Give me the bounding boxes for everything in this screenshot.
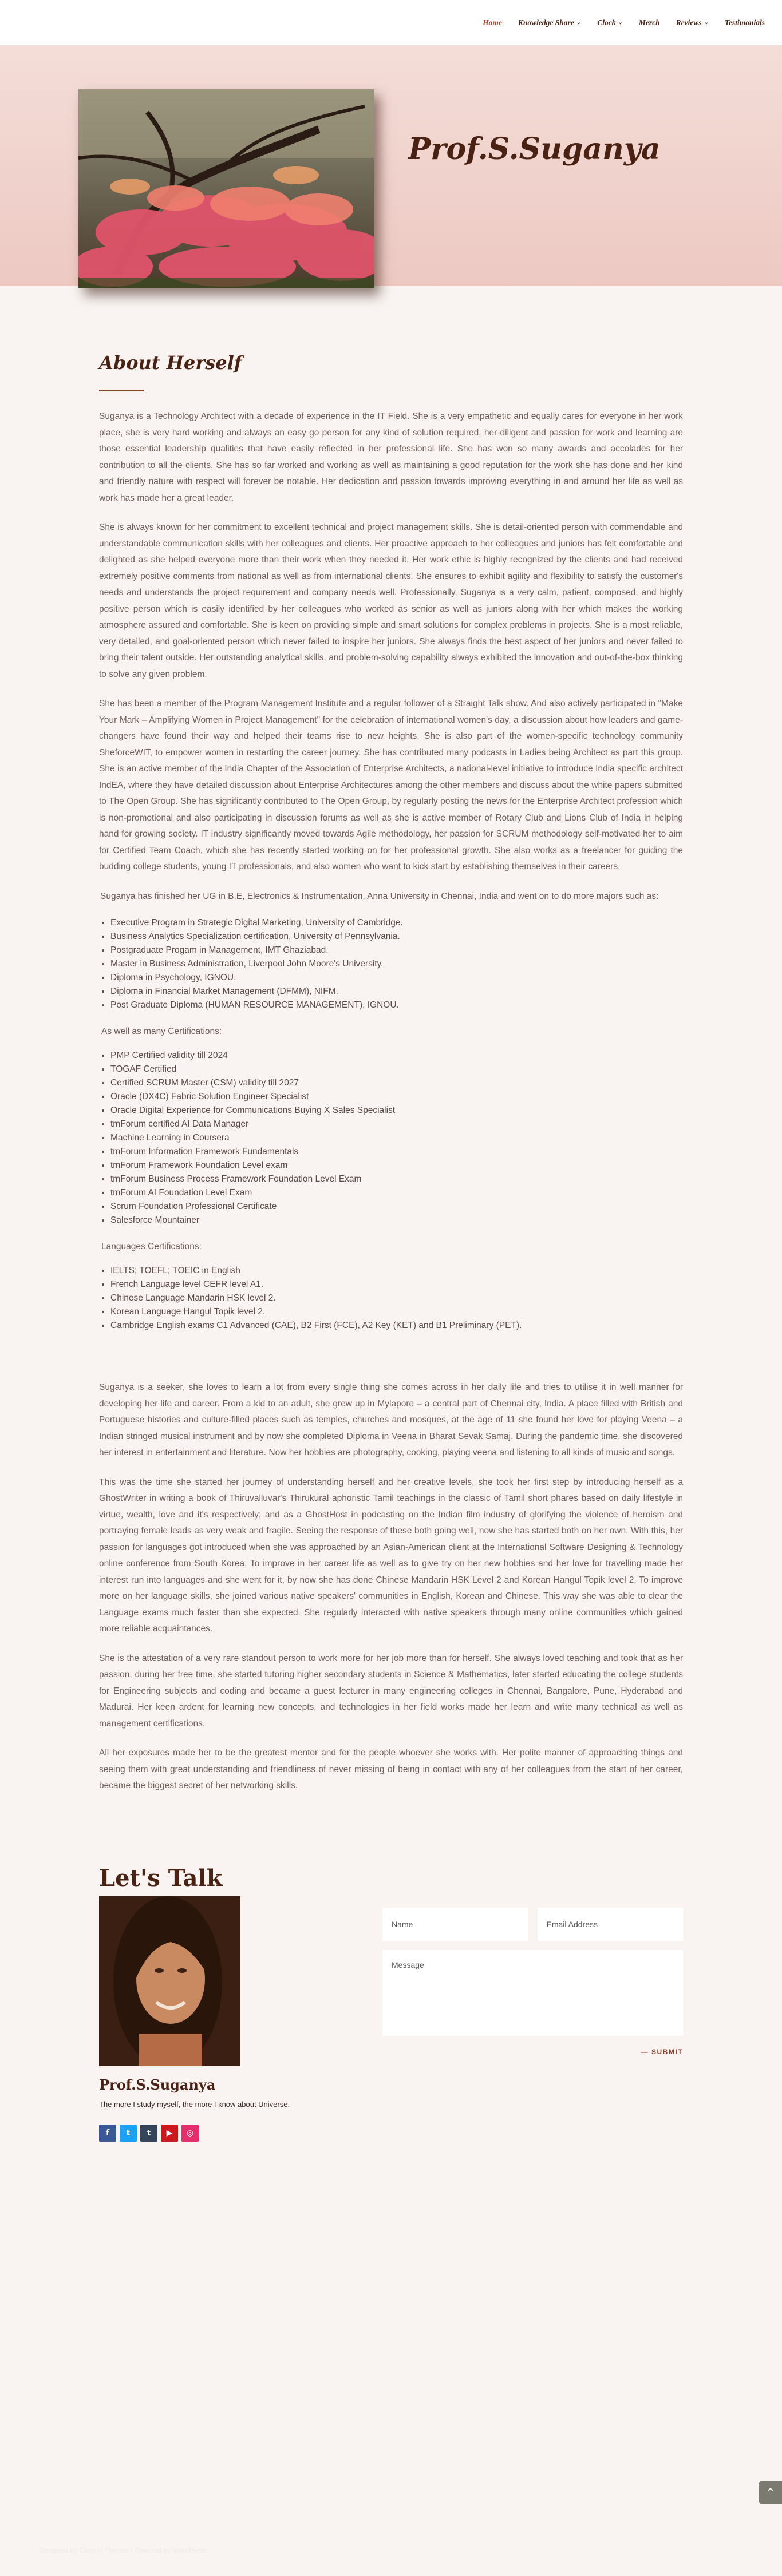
- list-item: • French Language level CEFR level A1.: [110, 1278, 683, 1291]
- list-item: • Oracle Digital Experience for Communications Buying X Sales Specialist: [110, 1104, 683, 1117]
- list-item: • Master in Business Administration, Liverpool John Moore's University.: [110, 957, 683, 971]
- contact-form: [382, 1865, 683, 2142]
- about-paragraph: All her exposures made her to be the greatest mentor and for the people whoever she works with. Her polite manner of approaching things and seeing them with great understanding and friendliness of never missing of being in contact with any of her colleagues from the start of her career, became the biggest secret of her networking skills.: [99, 1748, 683, 1790]
- list-item: • IELTS; TOEFL; TOEIC in English: [110, 1264, 683, 1278]
- about-paragraph: She has been a member of the Program Management Institute and a regular follower of a Straight Talk show. And also actively participated in "Make Your Mark – Amplifying Women in Project Management" for the celebration of international women's day, a discussion about how leaders and game-changers have found their way and helped their teams rise to new heights. She is also part of the women-specific technology community SheforceWIT, to empower women in restarting the career journey. She has contributed many podcasts in Ladies being Architect as part this group. She is an active member of the India Chapter of the Association of Enterprise Architects, a national-level initiative to introduce India specific architect IndEA, where they have detailed discussion about Enterprise Architectures among the other members and discuss about the white papers submitted to The Open Group. She has significantly contributed to The Open Group, by regularly posting the news for the Enterprise Architect profession which is non-promotional and also participating in discussion forums as well as she is active member of Rotary Club and Lions Club of India in helping hand for growing society. IT industry significantly moved towards Agile methodology, her passion for SCRUM methodology self-motivated her to aim for Certified Team Coach, which she has recently started working on for her professional growth. She also works as a freelancer for guiding the budding college students, young IT professionals, and also women who want to kick start by establishing themselves in their careers.: [99, 699, 683, 871]
- chevron-down-icon: ⌄: [576, 19, 582, 26]
- list-item: • tmForum Business Process Framework Foundation Level Exam: [110, 1172, 683, 1186]
- nav-item-knowledge-share[interactable]: Knowledge Share ⌄: [518, 18, 582, 27]
- certifications-list: [99, 1049, 683, 1227]
- email-field[interactable]: [538, 1908, 684, 1941]
- facebook-icon[interactable]: f: [99, 2125, 116, 2142]
- list-item: • Cambridge English exams C1 Advanced (CAE), B2 First (FCE), A2 Key (KET) and B1 Preliminary (PET).: [110, 1319, 683, 1333]
- list-item: • Korean Language Hangul Topik level 2.: [110, 1305, 683, 1319]
- nav-item-clock[interactable]: Clock ⌄: [597, 18, 623, 27]
- nav-item-testimonials[interactable]: Testimonials: [724, 18, 765, 27]
- title-divider: [99, 390, 144, 391]
- about-section: [0, 286, 782, 1794]
- about-paragraph: Suganya is a seeker, she loves to learn a lot from every single thing she comes across in her daily life and tries to utilise it in well manner for developing her life and career. From a kid to an adult, she grew up in Mylapore – a central part of Chennai city, India. A place filled with British and Portuguese histories and culture-filled places such as temples, churches and mosques, at the age of 11 she found her love for playing Veena – a Indian stringed musical instrument and by now she completed Diploma in Veena in Bharat Sevak Samaj. During the pandemic time, she discovered her interest in entertainment and literature. Now her hobbies are photography, cooking, playing veena and listening to all kinds of music and songs.: [99, 1382, 683, 1457]
- portrait-image: [99, 1896, 240, 2066]
- contact-title: Let's Talk: [99, 1864, 223, 1892]
- list-item: • Executive Program in Strategic Digital Marketing, University of Cambridge.: [110, 916, 683, 930]
- hero-photo: [78, 89, 374, 288]
- footer: [0, 2523, 782, 2576]
- list-item: • tmForum Information Framework Fundamentals: [110, 1145, 683, 1159]
- about-paragraphs-1: [99, 409, 683, 875]
- main-nav: [483, 18, 765, 27]
- list-item: • TOGAF Certified: [110, 1063, 683, 1076]
- about-paragraphs-2: [99, 1380, 683, 1794]
- languages-list: [99, 1264, 683, 1333]
- autumn-maple-tree-photo: [78, 89, 374, 288]
- chevron-down-icon: ⌄: [618, 19, 623, 26]
- about-paragraph: She is the attestation of a very rare standout person to work more for her job more than for herself. She always loved teaching and took that as her passion, during her free time, she started tutoring higher secondary students in Science & Mathematics, later started educating the college students for Engineering subjects and coding and became a guest lecturer in many engineering colleges in Chennai, Bangalore, Pune, Hyderabad and Madurai. Her keen ardent for learning new concepts, and technologies in her field works made her learn and write many technical as well as management certifications.: [99, 1653, 683, 1729]
- list-item: • Chinese Language Mandarin HSK level 2.: [110, 1291, 683, 1305]
- list-item: • tmForum certified AI Data Manager: [110, 1117, 683, 1131]
- list-item: • Diploma in Psychology, IGNOU.: [110, 971, 683, 985]
- list-item: • Scrum Foundation Professional Certificate: [110, 1200, 683, 1214]
- list-item: • Salesforce Mountainer: [110, 1214, 683, 1227]
- certifications-label: As well as many Certifications:: [101, 1027, 222, 1036]
- list-item: • Oracle (DX4C) Fabric Solution Engineer Specialist: [110, 1090, 683, 1104]
- education-list: [99, 916, 683, 1012]
- profile-name: Prof.S.Suganya: [99, 2076, 216, 2093]
- chevron-up-icon: ⌃: [765, 2486, 776, 2499]
- list-item: • Business Analytics Specialization certification, University of Pennsylvania.: [110, 930, 683, 944]
- nav-item-merch[interactable]: Merch: [638, 18, 660, 27]
- profile-photo: [99, 1896, 240, 2066]
- list-item: • tmForum AI Foundation Level Exam: [110, 1186, 683, 1200]
- message-field[interactable]: [382, 1950, 683, 2036]
- nav-item-home[interactable]: Home: [483, 18, 502, 27]
- list-item: • Postgraduate Progam in Management, IMT Ghaziabad.: [110, 944, 683, 957]
- hero-section: [0, 46, 782, 286]
- list-item: • Certified SCRUM Master (CSM) validity till 2027: [110, 1076, 683, 1090]
- youtube-icon[interactable]: ▶: [161, 2125, 178, 2142]
- hero-name: Prof.S.Suganya: [408, 132, 661, 167]
- about-paragraph: This was the time she started her journey of understanding herself and her creative levels, she took her first step by introducing herself as a GhostWriter in writing a book of Thiruvalluvar's Thirukural aphoristic Tamil teachings in the classic of Tamil short phares based on daily lifestyle in virtue, wealth, love and it's respectively; and as a GhostHost in podcasting on the Indian film industry of glorifying the violence of heroism and portraying female leads as very weak and fragile. Seeing the response of these both going well, now she has started both on her own. With this, her passion for languages got introduced when she was approached by an Asian-American client at the International Software Designing & Technology online conference from South Korea. To improve in her career life as well as to give try on her new hobbies and her love for travelling made her interest run into languages and she went for it, by now she has done Chinese Mandarin HSK Level 2 and Korean Hangul Topik level 2. To improve more on her language skills, she joined various native speakers' communities in English, Korean and Chinese. This way she was able to clear the Language exams much faster than she expected. She regularly interacted with native speakers through many online communities which gained more reliable acquaintances.: [99, 1477, 683, 1634]
- list-item: • Diploma in Financial Market Management (DFMM), NIFM.: [110, 985, 683, 998]
- profile-quote: The more I study myself, the more I know about Universe.: [99, 2099, 290, 2109]
- twitter-icon[interactable]: t: [120, 2125, 137, 2142]
- name-field[interactable]: [382, 1908, 528, 1941]
- list-item: • Machine Learning in Coursera: [110, 1131, 683, 1145]
- footer-text: Designed by Elegant Themes | Powered by WordPress: [39, 2546, 207, 2554]
- nav-item-reviews[interactable]: Reviews ⌄: [676, 18, 709, 27]
- education-intro: Suganya has finished her UG in B.E, Electronics & Instrumentation, Anna University in Chennai, India and went on to do more majors such as:: [100, 891, 659, 901]
- languages-label: Languages Certifications:: [101, 1242, 202, 1251]
- list-item: • Post Graduate Diploma (HUMAN RESOURCE MANAGEMENT), IGNOU.: [110, 998, 683, 1012]
- contact-section: [0, 1808, 782, 2142]
- instagram-icon[interactable]: ◎: [181, 2125, 199, 2142]
- social-links: [99, 2125, 382, 2142]
- top-header: [0, 0, 782, 46]
- list-item: • PMP Certified validity till 2024: [110, 1049, 683, 1063]
- scroll-to-top-button[interactable]: [759, 2481, 782, 2504]
- about-paragraph: Suganya is a Technology Architect with a decade of experience in the IT Field. She is a very empathetic and equally cares for everyone in her work place, she is very hard working and always an easy go person for any kind of solution required, her diligent and passion for work and learning are those essential leadership qualities that have easily reflected in her professional life. She has won so many awards and accolades for her contribution to all the clients. She has so far worked and working as well as maintaining a good reputation for the work she has done and her kind and friendly nature with respect will forever be notable. Her dedication and passion towards improving everything in and around her life as well as work has made her a great leader.: [99, 411, 683, 503]
- chevron-down-icon: ⌄: [704, 19, 709, 26]
- submit-button[interactable]: — SUBMIT: [641, 2047, 683, 2056]
- list-item: • tmForum Framework Foundation Level exam: [110, 1159, 683, 1172]
- about-paragraph: She is always known for her commitment to excellent technical and project management skills. She is detail-oriented person with commendable and understandable communication skills with her colleagues and clients. Her proactive approach to her colleagues and juniors has felt comfortable and delighted as she helped everyone more than their work when they needed it. Her work ethic is highly recognized by the clients and had received extremely positive comments from national as well as from international clients. She ensures to exhibit agility and flexibility to satisfy the customer's needs and understands the project requirement and company needs well. Professionally, Suganya is a very calm, patient, composed, and highly positive person which is easily identified by her colleagues who worked as senior as well as juniors along with her which makes the working atmosphere assured and comfortable. She is keen on providing simple and smart solutions for complex problems in projects. She is a most reliable, very detailed, and goal-oriented person which never failed to inspire her juniors. She always finds the best aspect of her juniors and never failed to bring their talent outside. Her outstanding analytical skills, and problem-solving capability always exhibited the innovation and out-of-the-box thinking to solve any given problem.: [99, 522, 683, 679]
- about-title: About Herself: [99, 352, 242, 374]
- tumblr-icon[interactable]: t: [140, 2125, 157, 2142]
